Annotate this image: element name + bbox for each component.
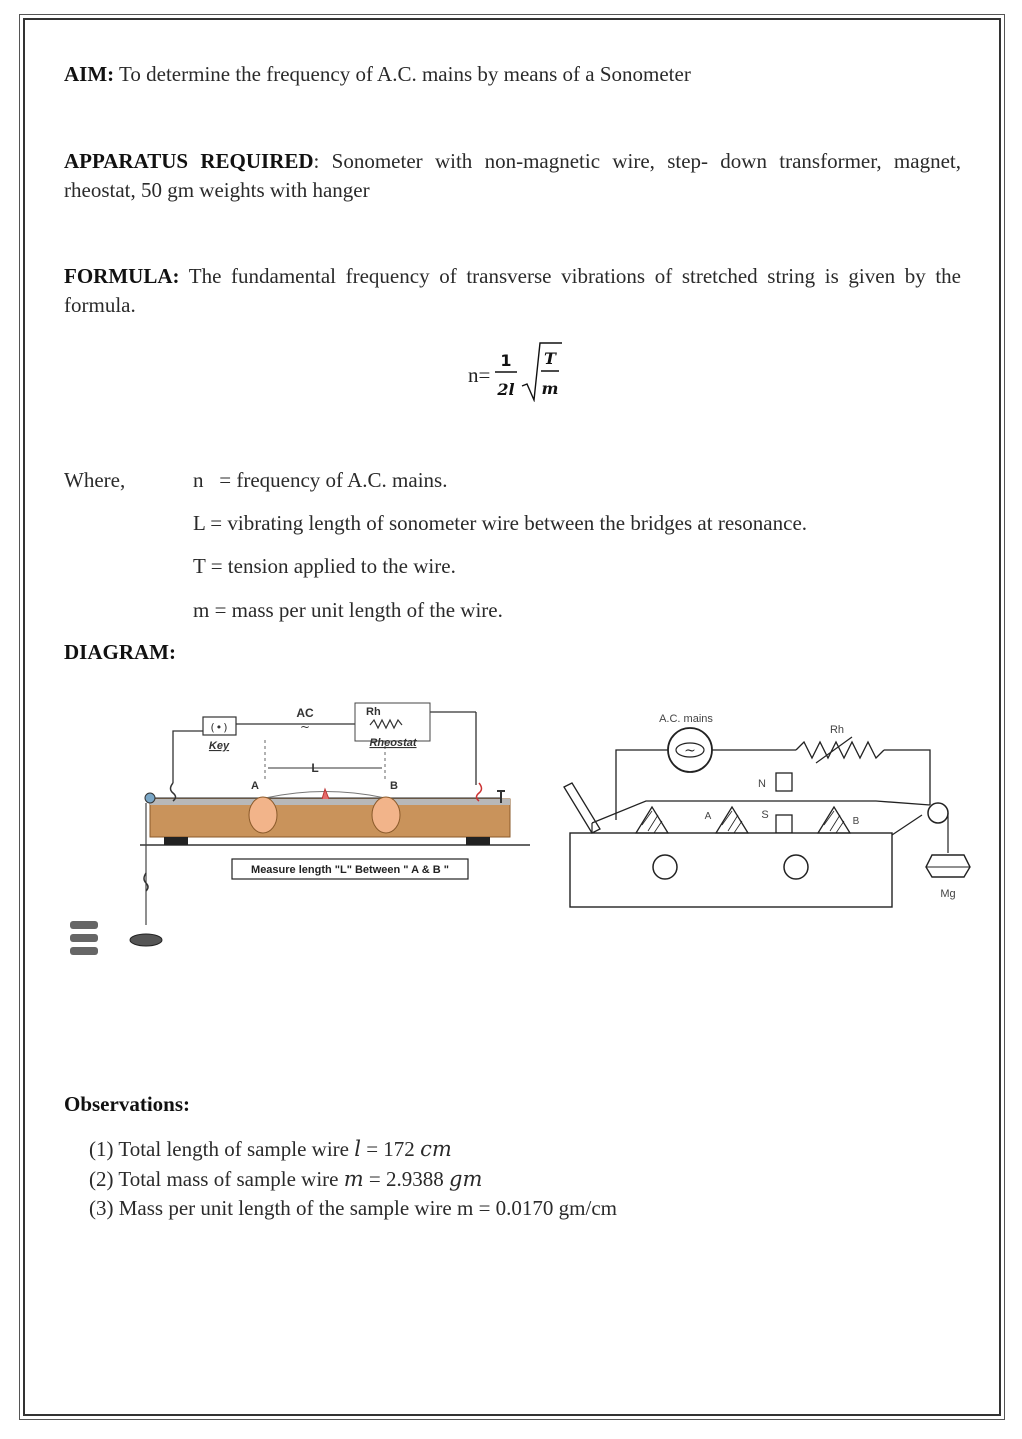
formula-paragraph bbox=[64, 262, 961, 320]
rh-right-label: Rh bbox=[829, 724, 845, 736]
where-line-l: L = vibrating length of sonometer wire between the bridges at resonance. bbox=[193, 511, 808, 535]
formula-lhs: n= bbox=[468, 363, 491, 387]
schematic-a-label: A bbox=[704, 811, 712, 822]
ac-source-icon: ~ bbox=[299, 720, 311, 734]
aim-line bbox=[64, 60, 964, 89]
mass-mg-label: Mg bbox=[940, 888, 956, 900]
key-label: Key bbox=[208, 740, 230, 752]
where-line-n: n = frequency of A.C. mains. bbox=[193, 468, 448, 492]
pulley bbox=[928, 803, 948, 823]
bridge-a-label: A bbox=[251, 780, 259, 792]
ac-mains-label: A.C. mains bbox=[659, 713, 713, 725]
formula-radicand-denominator: m bbox=[541, 379, 559, 398]
where-line-t: T = tension applied to the wire. bbox=[193, 554, 456, 578]
weight-hanger bbox=[130, 934, 162, 946]
where-label: Where, bbox=[64, 468, 126, 492]
svg-text:~: ~ bbox=[684, 743, 696, 759]
magnet-south-pole bbox=[776, 815, 792, 833]
rheostat-label: Rheostat bbox=[369, 737, 417, 749]
formula-denominator: 2l bbox=[497, 380, 515, 399]
bridge-b-hand bbox=[372, 797, 400, 833]
observation-text: (1) Total length of sample wire bbox=[89, 1137, 355, 1161]
rh-label: Rh bbox=[366, 706, 381, 718]
observation-text: (3) Mass per unit length of the sample wire m = 0.0170 gm/cm bbox=[89, 1196, 617, 1220]
frequency-formula bbox=[466, 340, 586, 402]
apparatus-label: APPARATUS REQUIRED bbox=[64, 149, 314, 173]
observation-symbol: m bbox=[343, 1167, 364, 1191]
magnet-n-label: N bbox=[758, 778, 766, 790]
observation-item bbox=[89, 1135, 452, 1164]
formula-numerator: 1 bbox=[500, 351, 512, 370]
sonometer-box-schematic bbox=[570, 833, 892, 907]
formula-label: FORMULA: bbox=[64, 264, 180, 288]
apparatus-paragraph bbox=[64, 147, 961, 205]
ac-label: AC bbox=[296, 706, 314, 720]
observation-unit: gm bbox=[449, 1167, 483, 1191]
aim-label: AIM: bbox=[64, 62, 115, 86]
magnet-north-pole bbox=[776, 773, 792, 791]
hanging-mass bbox=[926, 855, 970, 877]
slotted-weight bbox=[70, 947, 98, 955]
aim-text: To determine the frequency of A.C. mains by means of a Sonometer bbox=[114, 62, 691, 86]
observation-value: = 172 bbox=[360, 1137, 421, 1161]
observations-label: Observations: bbox=[64, 1092, 190, 1116]
where-line-m: m = mass per unit length of the wire. bbox=[193, 598, 503, 622]
sonometer-setup-illustration bbox=[60, 695, 540, 975]
formula-radicand-numerator: T bbox=[544, 349, 556, 368]
formula-text: The fundamental frequency of transverse vibrations of stretched string is given by the formula. bbox=[64, 264, 961, 317]
slotted-weight bbox=[70, 934, 98, 942]
bridge-b-label: B bbox=[390, 780, 398, 792]
measure-caption: Measure length "L" Between " A & B " bbox=[251, 864, 449, 876]
bridge-a-schematic bbox=[636, 807, 668, 833]
apparatus-text: : Sonometer with non-magnetic wire, step- down transformer, magnet, rheostat, 50 gm weights with hanger bbox=[64, 149, 961, 202]
sonometer-schematic bbox=[556, 705, 986, 915]
magnet-s-label: S bbox=[761, 809, 769, 821]
slotted-weight bbox=[70, 921, 98, 929]
observation-unit: cm bbox=[420, 1137, 452, 1161]
schematic-b-label: B bbox=[852, 816, 860, 827]
observation-value: = 2.9388 bbox=[363, 1167, 450, 1191]
length-l-label: L bbox=[311, 761, 319, 775]
bridge-a-hand bbox=[249, 797, 277, 833]
observation-symbol: l bbox=[354, 1137, 361, 1161]
observation-text: (2) Total mass of sample wire bbox=[89, 1167, 344, 1191]
observation-item bbox=[89, 1194, 617, 1223]
wedge-a-schematic bbox=[716, 807, 748, 833]
bridge-b-schematic bbox=[818, 807, 850, 833]
observation-item bbox=[89, 1165, 482, 1194]
diagram-label: DIAGRAM: bbox=[64, 640, 176, 664]
rheostat-zigzag bbox=[796, 742, 884, 758]
svg-text:(•): (•) bbox=[209, 721, 229, 734]
